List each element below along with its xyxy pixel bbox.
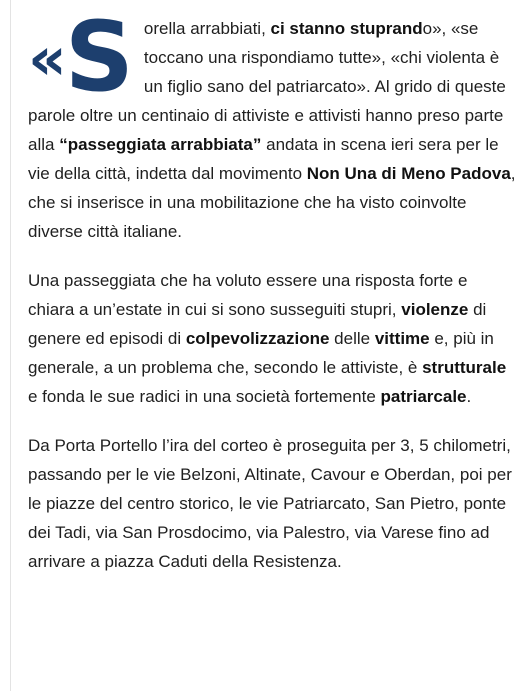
text-run: e, più in generale, a un problema che, secondo le attiviste, è [28,329,494,377]
bold-text: Non Una di Meno Padova [306,164,511,183]
bold-text: vittime [374,329,430,348]
text-run: , che si inserisce in una mobilitazione che ha visto coinvolte diverse città italiane. [28,164,516,241]
bold-text: violenze [401,300,469,319]
text-run: e fonda le sue radici in una società fortemente [28,387,381,406]
bold-text: strutturale [422,358,507,377]
text-run: di genere ed episodi di [28,300,487,348]
bold-text: “passeggiata arrabbiata” [59,135,262,154]
text-run: Una passeggiata che ha voluto essere una risposta forte e chiara a un’estate in cui si sono susseguiti stupri, [28,271,468,319]
text-run: andata in scena ieri sera per le vie della città, indetta dal movimento [28,135,499,183]
text-run: orella arrabbiati, [143,19,271,38]
drop-cap [28,1,134,113]
left-border-rule [10,0,11,691]
article-body [28,1,516,596]
text-run: o», «se toccano una rispondiamo tutte», «chi violenta è un figlio sano del patriarcato». Al grido di queste parole oltre un centinaio di attiviste e attivisti hanno preso parte alla [28,19,506,154]
text-run: . [466,387,472,406]
bold-text: patriarcale [380,387,467,406]
drop-cap-letter: S [64,1,134,113]
bold-text: colpevolizzazione [185,329,330,348]
drop-cap-quote-mark: « [28,24,63,94]
paragraph-1 [28,1,516,246]
text-run: delle [329,329,375,348]
paragraph-3: Da Porta Portello l’ira del corteo è proseguita per 3, 5 chilometri, passando per le vie Belzoni, Altinate, Cavour e Oberdan, poi per le piazze del centro storico, le vie Patriarcato, San Pietro, ponte dei Tadi, via San Prosdocimo, via Palestro, via Varese fino ad arrivare a piazza Caduti della Resistenza. [28,436,512,571]
paragraph-2 [28,266,516,411]
bold-text: ci stanno stuprand [270,19,423,38]
